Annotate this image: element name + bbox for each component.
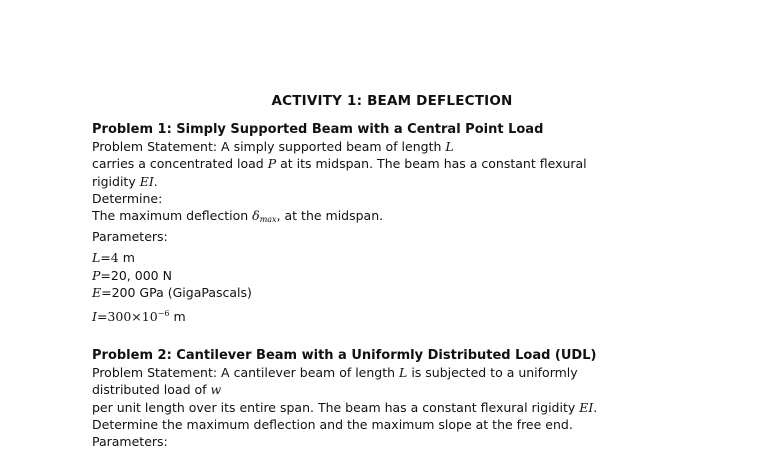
problem-1-section — [92, 121, 712, 325]
determine-tail: , at the midspan. — [276, 208, 384, 224]
parameter-P-value: =20, 000 N — [100, 267, 172, 283]
parameter-I-value: =300×10 — [96, 309, 158, 325]
problem-1-parameters-label: Parameters: — [92, 229, 168, 245]
problem-1-heading: Problem 1: Simply Supported Beam with a Central Point Load — [92, 122, 544, 137]
parameter-I-exponent: −6 — [157, 309, 170, 319]
problem-2-statement-line-1 — [92, 364, 712, 381]
problem-2-section — [92, 347, 712, 450]
parameter-P-var: P — [92, 267, 101, 283]
variable-delta: δ — [252, 208, 260, 224]
statement-text: carries a concentrated load — [92, 156, 268, 172]
statement-text: Problem Statement: A simply supported beam of length — [92, 139, 446, 155]
problem-1-determine-text — [92, 207, 712, 228]
statement-text: is subjected to a uniformly — [407, 365, 578, 381]
parameter-L — [92, 249, 712, 266]
parameter-E — [92, 284, 712, 301]
problem-2-statement-line-2 — [92, 381, 712, 398]
statement-text: Problem Statement: A cantilever beam of length — [92, 365, 400, 381]
parameter-L-unit: m — [118, 250, 135, 266]
determine-text: The maximum deflection — [92, 208, 253, 224]
statement-text: at its midspan. The beam has a constant flexural — [276, 156, 587, 172]
statement-text: per unit length over its entire span. The beam has a constant flexural rigidity — [92, 399, 580, 415]
problem-1-statement-line-2 — [92, 155, 712, 172]
parameter-L-var: L — [92, 250, 101, 266]
parameter-I-unit: m — [169, 309, 186, 325]
problem-2-statement-line-3 — [92, 399, 712, 416]
parameter-E-var: E — [92, 284, 102, 300]
variable-w: w — [210, 382, 222, 398]
variable-L: L — [445, 139, 454, 155]
problem-2-parameters-label: Parameters: — [92, 434, 168, 450]
statement-text: distributed load of — [92, 382, 211, 398]
variable-delta-subscript: max — [259, 215, 277, 225]
variable-EI: EI — [579, 399, 594, 415]
variable-P: P — [267, 156, 277, 172]
parameter-E-value: =200 GPa (GigaPascals) — [101, 284, 252, 300]
problem-2-heading: Problem 2: Cantilever Beam with a Uniformly Distributed Load (UDL) — [92, 348, 597, 363]
problem-1-statement-line-3 — [92, 173, 712, 190]
problem-1-statement-line-1 — [92, 138, 712, 155]
statement-text: rigidity — [92, 173, 140, 189]
variable-EI: EI — [139, 173, 154, 189]
parameter-I-var: I — [92, 309, 97, 325]
problem-2-determine-text: Determine the maximum deflection and the maximum slope at the free end. — [92, 416, 573, 432]
statement-text: . — [593, 399, 598, 415]
parameter-P — [92, 267, 712, 284]
problem-1-determine-label: Determine: — [92, 190, 163, 206]
activity-title: ACTIVITY 1: BEAM DEFLECTION — [271, 93, 513, 109]
statement-text: . — [153, 173, 158, 189]
parameter-I — [92, 305, 712, 325]
parameter-L-value: =4 — [100, 250, 119, 266]
variable-L: L — [399, 365, 408, 381]
